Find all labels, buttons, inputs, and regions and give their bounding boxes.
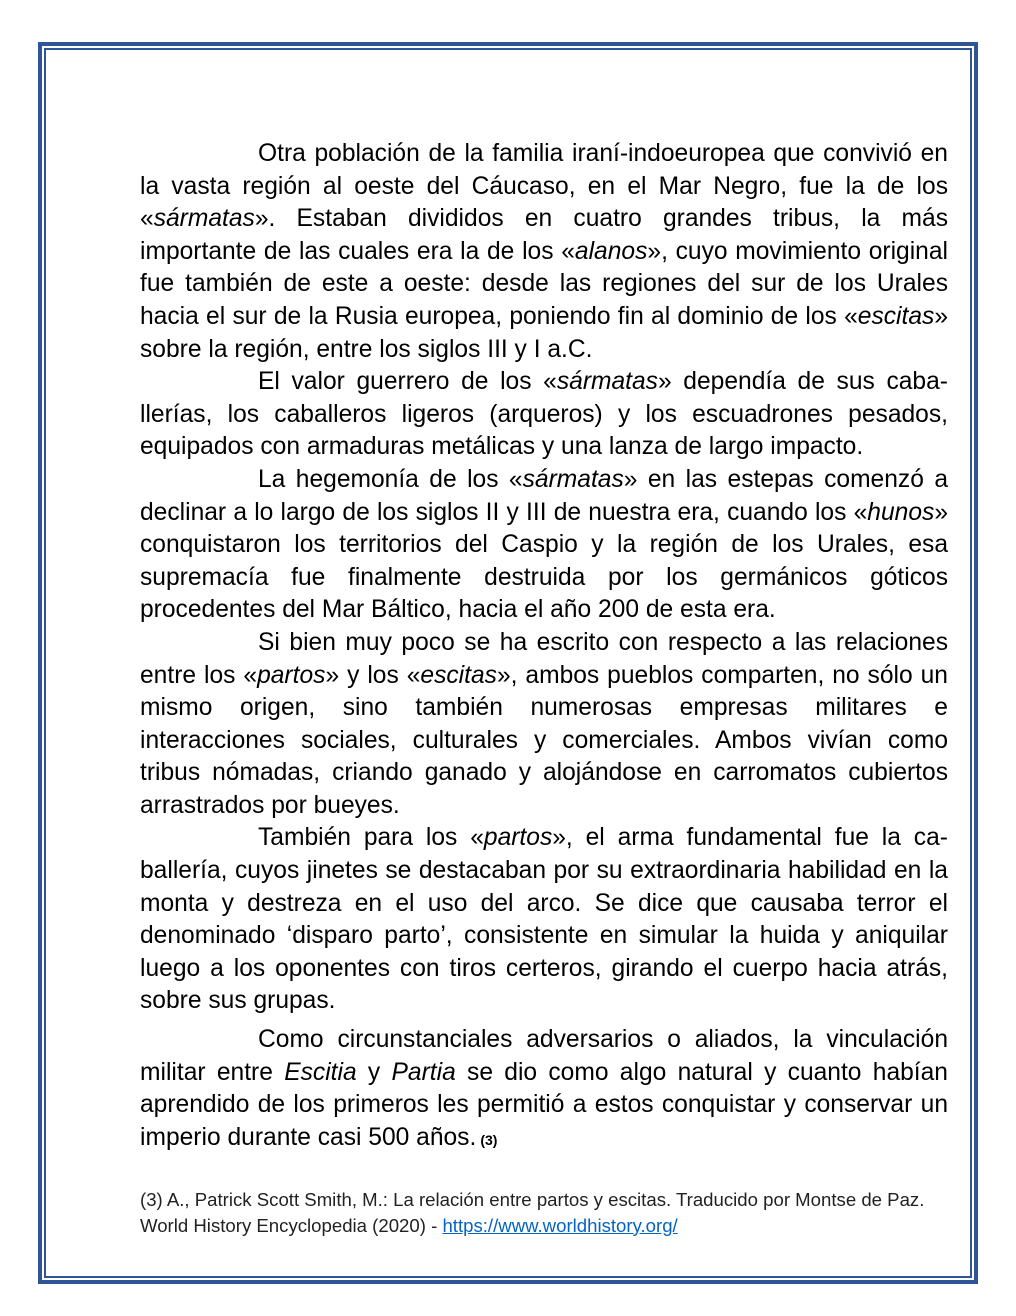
paragraph-escitia-partia [140, 1024, 948, 1156]
text-run: El valor guerrero de los « [258, 368, 557, 396]
footnote-reference: (3) [480, 1131, 498, 1148]
text-run: y [356, 1058, 392, 1086]
italic-term: Escitia [284, 1058, 357, 1086]
text-run: » y los « [325, 661, 421, 689]
footnote-link[interactable]: https://www.worldhistory.org/ [442, 1214, 678, 1236]
document-body [140, 138, 948, 1156]
text-run: Si bien muy poco se ha escrito con respecto a las relaciones entre los « [140, 628, 948, 689]
text-run: La hegemonía de los « [258, 465, 523, 493]
text-run: » conquistaron los territorios del Caspio y la región de los Urales, esa supremacía fue finalmente destruida por los germánicos góticos procedentes del Mar Báltico, hacia el año 200 de esta era. [140, 498, 948, 624]
italic-term: escitas [857, 302, 935, 330]
italic-term: sármatas [153, 205, 255, 233]
text-run: Otra población de la familia iraní-indoeuropea que convivió en la vasta región al oeste del Cáucaso, en el Mar Negro, fue la de los « [140, 140, 948, 233]
italic-term: alanos [574, 237, 648, 265]
text-run: » en las estepas comenzó a declinar a lo largo de los siglos II y III de nuestra era, cuando los « [140, 465, 948, 526]
italic-term: sármatas [522, 465, 624, 493]
paragraph-sarmatas-warriors [140, 366, 948, 464]
text-run: También para los « [258, 824, 484, 852]
italic-term: partos [483, 824, 553, 852]
italic-term: escitas [420, 661, 497, 689]
italic-term: hunos [867, 498, 935, 526]
paragraph-partos-cavalry [140, 822, 948, 1018]
paragraph-partos-escitas [140, 627, 948, 823]
text-run: » dependía de sus caballerías, los caballeros ligeros (arqueros) y los escuadrones pesados, equipados con armaduras metálicas y una lanza de largo impacto. [140, 368, 948, 461]
italic-term: sármatas [556, 368, 658, 396]
text-run: ». Estaban divididos en cuatro grandes tribus, la más importante de las cuales era la de los « [140, 205, 948, 265]
text-run: », cuyo movimiento original fue también de este a oeste: desde las regiones del sur de los Urales hacia el sur de la Rusia europea, poniendo fin al dominio de los « [140, 237, 949, 330]
italic-term: partos [257, 661, 326, 689]
text-run: », ambos pueblos comparten, no sólo un mismo origen, sino también numerosas empresas militares e interacciones sociales, culturales y comerciales. Ambos vivían como tribus nómadas, criando ganado y alojándose en carromatos cubiertos arrastrados por bueyes. [140, 661, 948, 819]
paragraph-sarmatas-intro [140, 138, 948, 366]
text-run: » sobre la región, entre los siglos III y I a.C. [140, 302, 948, 363]
paragraph-sarmatas-hegemony [140, 464, 948, 627]
text-run: se dio como algo natural y cuanto habían aprendido de los primeros les permitió a estos conquistar y conservar un imperio durante casi 500 años. [140, 1058, 948, 1151]
text-run: », el arma fundamental fue la caballería, cuyos jinetes se destacaban por su extraordinaria habilidad en la monta y destreza en el uso del arco. Se dice que causaba terror el denominado ‘disparo parto’, consistente en simular la huida y aniquilar luego a los oponentes con tiros certeros, girando el cuerpo hacia atrás, sobre sus grupas. [140, 824, 948, 1015]
footnote [140, 1187, 948, 1238]
italic-term: Partia [391, 1058, 456, 1086]
text-run: Como circunstanciales adversarios o aliados, la vinculación militar entre [140, 1026, 948, 1086]
footnote-text: (3) A., Patrick Scott Smith, M.: La relación entre partos y escitas. Traducido por Montse de Paz. World History Encyclopedia (2020) - [140, 1189, 925, 1236]
